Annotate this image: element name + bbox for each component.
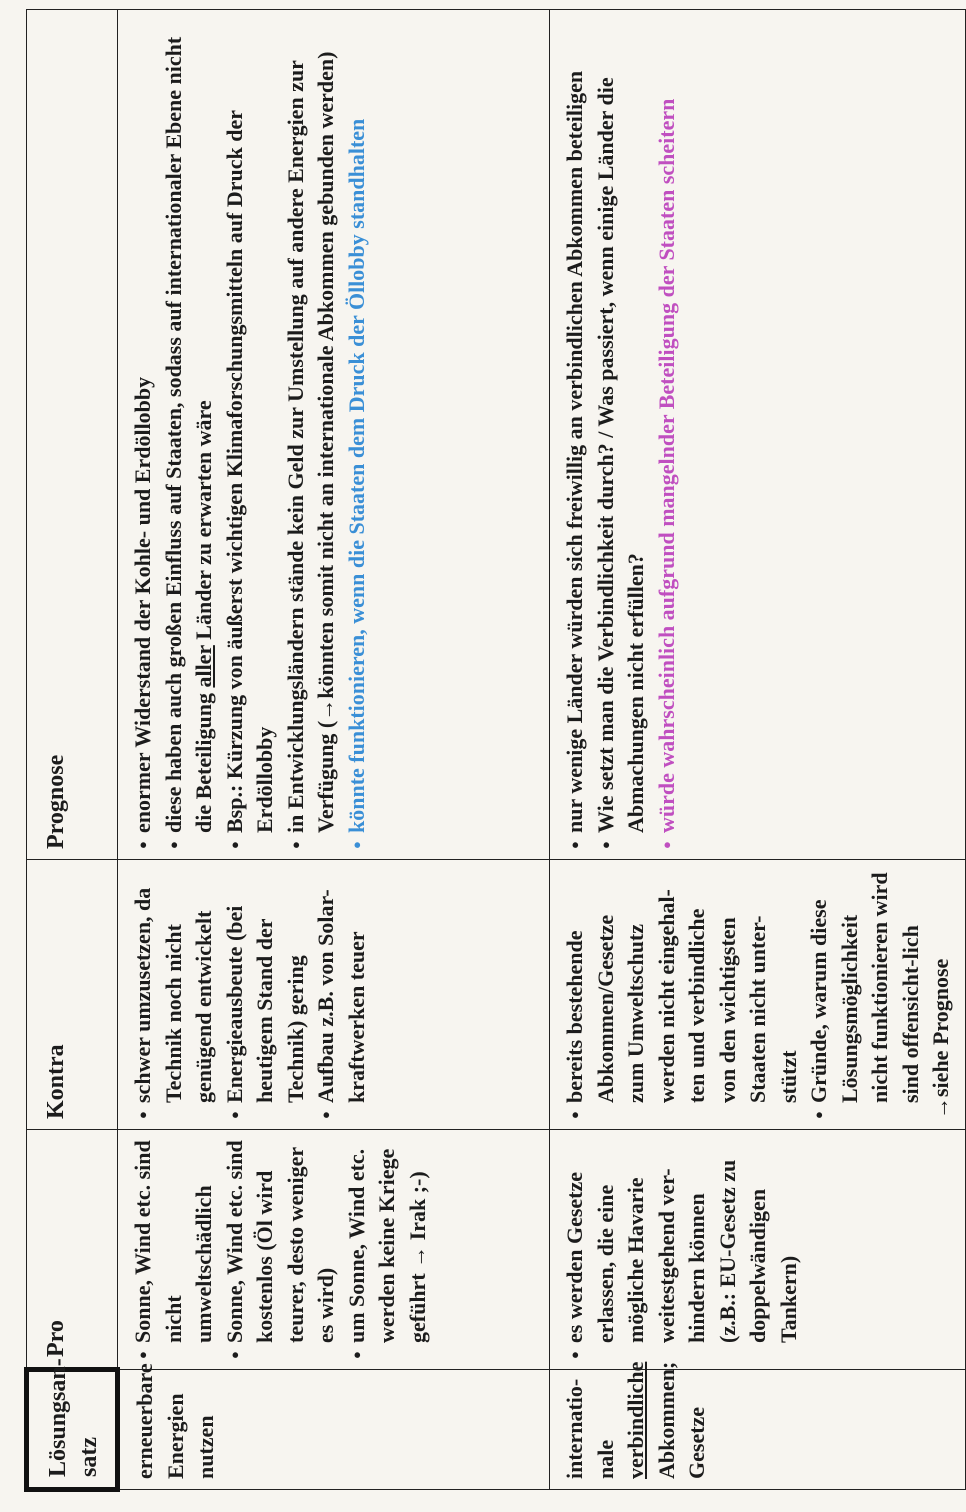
loesung-line: erneuerbare xyxy=(132,1363,157,1479)
loesung-line: internatio- xyxy=(562,1378,587,1479)
prognose-item: ● nur wenige Länder würden sich freiwillig an verbindlichen Abkommen beteiligen xyxy=(560,20,591,849)
prognose-item: ● in Entwicklungsländern stände kein Geld zur Umstellung auf andere Energien zur Verfügung (→könnten somit nicht an internationale Abkommen gebunden werden) xyxy=(281,20,342,849)
prognose-item: ● Wie setzt man die Verbindlichkeit durch? / Was passiert, wenn einige Länder die Abmachungen nicht erfüllen? xyxy=(591,20,652,849)
table-row xyxy=(550,10,966,1490)
header-kontra: Kontra xyxy=(27,860,118,1130)
header-prognose: Prognose xyxy=(27,10,118,860)
pro-item: ● es werden Gesetze erlassen, die eine mögliche Havarie weitestgehend ver-hindern können (z.B.: EU-Gesetz zu doppelwändigen Tankern) xyxy=(560,1140,804,1359)
prognose-item: ● Bsp.: Kürzung von äußerst wichtigen Klimaforschungsmitteln auf Druck der Erdöllobby xyxy=(220,20,281,849)
loesung-line: nale xyxy=(592,1439,618,1479)
prognose-conclusion: ● würde wahrscheinlich aufgrund mangelnder Beteiligung der Staaten scheitern xyxy=(652,20,683,849)
header-row xyxy=(27,10,118,1490)
kontra-item: ● Energieausbeute (bei heutigem Stand der Technik) gering xyxy=(220,870,312,1119)
header-loesungsansatz-line2: satz xyxy=(75,1437,102,1477)
pro-cell xyxy=(118,1130,550,1370)
header-loesungsansatz xyxy=(27,1358,118,1490)
underlined-word: aller xyxy=(191,645,216,688)
loesung-line: Abkommen; xyxy=(653,1361,679,1479)
prognose-text: Länder zu erwarten wäre xyxy=(191,400,216,646)
pro-item: ● Sonne, Wind etc. sind nicht umweltschädlich xyxy=(128,1140,220,1359)
header-pro: Pro xyxy=(27,1130,118,1370)
kontra-item: ● bereits bestehende Abkommen/Gesetze zum Umweltschutz werden nicht eingehal-ten und verbindliche von den wichtigsten Staaten nicht unter-stützt xyxy=(560,870,804,1119)
prognose-cell xyxy=(118,10,550,860)
prognose-item xyxy=(159,20,220,849)
loesung-line: nutzen xyxy=(193,1415,218,1479)
kontra-cell xyxy=(550,860,966,1130)
rotated-page xyxy=(24,12,953,1492)
pro-cell xyxy=(550,1130,966,1370)
solution-table xyxy=(24,9,966,1492)
pro-item: ● um Sonne, Wind etc. werden keine Kriege geführt → Irak ;-) xyxy=(342,1140,434,1359)
prognose-item: ● enormer Widerstand der Kohle- und Erdöllobby xyxy=(128,20,159,849)
prognose-cell xyxy=(550,10,966,860)
kontra-cell xyxy=(118,860,550,1130)
loesung-line: Energien xyxy=(162,1393,188,1479)
loesung-line: Gesetze xyxy=(684,1406,709,1479)
prognose-text: diese haben auch großen Einfluss auf Staaten, sodass auf internationaler Ebene nicht die Beteiligung xyxy=(160,36,216,833)
loesung-line-underlined: verbindliche xyxy=(623,1361,648,1479)
kontra-item: ● schwer umzusetzen, da Technik noch nicht genügend entwickelt xyxy=(128,870,220,1119)
kontra-item: ● Aufbau z.B. von Solar-kraftwerken teuer xyxy=(311,870,372,1119)
kontra-reference: →siehe Prognose xyxy=(928,958,953,1119)
kontra-item: ● Gründe, warum diese Lösungsmöglichkeit nicht funktionieren wird sind offensicht-lich xyxy=(804,870,926,1119)
header-loesungsansatz-line1: Lösungsan- xyxy=(45,1358,71,1477)
loesung-cell xyxy=(118,1363,550,1490)
pro-item: ● Sonne, Wind etc. sind kostenlos (Öl wird teurer, desto weniger es wird) xyxy=(220,1140,342,1359)
loesung-cell xyxy=(550,1361,966,1490)
table-row xyxy=(118,10,550,1490)
prognose-conclusion: ● könnte funktionieren, wenn die Staaten dem Druck der Öllobby standhalten xyxy=(342,20,373,849)
